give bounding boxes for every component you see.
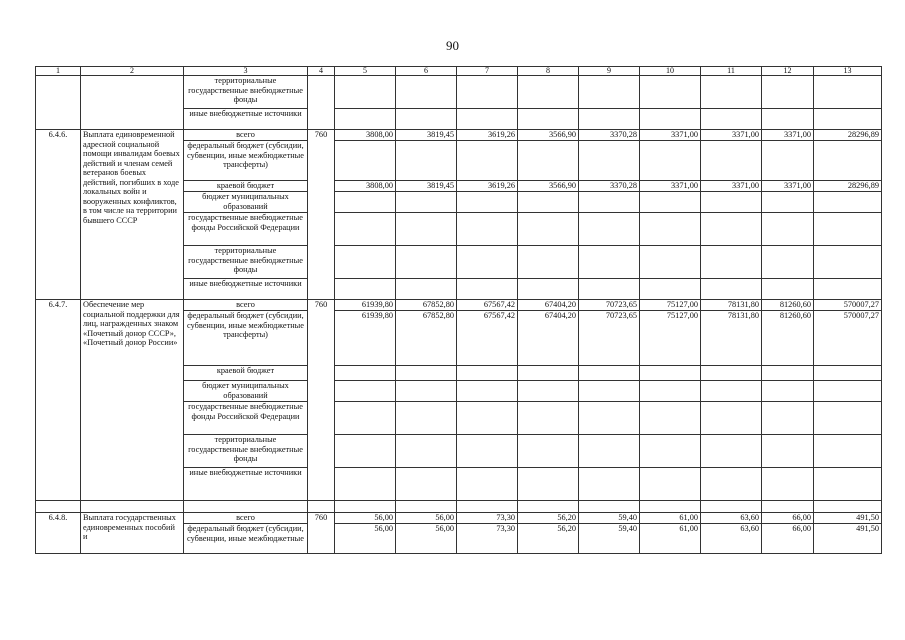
value-cell: [335, 213, 396, 246]
value-cell: [640, 141, 701, 181]
source-cell: территориальные государственные внебюджетные фонды: [184, 246, 308, 279]
value-cell: [396, 141, 457, 181]
value-cell: [814, 402, 882, 435]
value-cell: [640, 213, 701, 246]
value-cell: [640, 192, 701, 213]
spacer-cell: [579, 501, 640, 513]
source-cell: всего: [184, 300, 308, 311]
value-cell: [335, 468, 396, 501]
value-cell: [457, 109, 518, 130]
value-cell: 3371,00: [640, 181, 701, 192]
header-cell-2: 2: [81, 67, 184, 76]
value-cell: [701, 468, 762, 501]
value-cell: [518, 213, 579, 246]
code-cell: 760: [308, 513, 335, 554]
header-cell-11: 11: [701, 67, 762, 76]
value-cell: 3371,00: [640, 130, 701, 141]
value-cell: 3819,45: [396, 181, 457, 192]
value-cell: [762, 381, 814, 402]
code-cell: [308, 76, 335, 130]
spacer-cell: [640, 501, 701, 513]
value-cell: 3371,00: [762, 130, 814, 141]
value-cell: [640, 381, 701, 402]
value-cell: 570007,27: [814, 311, 882, 366]
value-cell: [762, 109, 814, 130]
value-cell: [457, 366, 518, 381]
source-cell: федеральный бюджет (субсидии, субвенции, иные межбюджетные: [184, 524, 308, 554]
source-cell: иные внебюджетные источники: [184, 279, 308, 300]
section-title: Обеспечение мер социальной поддержки для лиц, награжденных знаком «Почетный донор СССР», «Почетный донор России»: [81, 300, 184, 501]
value-cell: [335, 279, 396, 300]
source-cell: территориальные государственные внебюджетные фонды: [184, 76, 308, 109]
value-cell: [335, 76, 396, 109]
value-cell: [701, 109, 762, 130]
value-cell: 61,00: [640, 524, 701, 554]
section-number: 6.4.6.: [36, 130, 81, 300]
value-cell: [701, 279, 762, 300]
value-cell: [579, 141, 640, 181]
header-cell-3: 3: [184, 67, 308, 76]
section-spacer: [36, 501, 882, 513]
value-cell: 570007,27: [814, 300, 882, 311]
row-number-cell: [36, 76, 81, 130]
value-cell: [457, 213, 518, 246]
value-cell: [701, 141, 762, 181]
value-cell: [457, 279, 518, 300]
source-cell: всего: [184, 130, 308, 141]
value-cell: [701, 246, 762, 279]
value-cell: 63,60: [701, 524, 762, 554]
value-cell: [396, 468, 457, 501]
header-cell-8: 8: [518, 67, 579, 76]
value-cell: 75127,00: [640, 300, 701, 311]
value-cell: 61,00: [640, 513, 701, 524]
value-cell: [518, 381, 579, 402]
value-cell: 67852,80: [396, 311, 457, 366]
value-cell: 3619,26: [457, 181, 518, 192]
value-cell: [814, 279, 882, 300]
value-cell: 28296,89: [814, 130, 882, 141]
source-cell: федеральный бюджет (субсидии, субвенции, иные межбюджетные трансферты): [184, 141, 308, 181]
value-cell: [518, 279, 579, 300]
value-cell: 67404,20: [518, 311, 579, 366]
value-cell: [579, 192, 640, 213]
value-cell: [762, 402, 814, 435]
value-cell: [396, 279, 457, 300]
value-cell: 56,00: [396, 513, 457, 524]
value-cell: 3371,00: [701, 181, 762, 192]
value-cell: [518, 402, 579, 435]
value-cell: [457, 192, 518, 213]
value-cell: [579, 366, 640, 381]
value-cell: [814, 246, 882, 279]
source-cell: всего: [184, 513, 308, 524]
value-cell: 3370,28: [579, 181, 640, 192]
value-cell: 3619,26: [457, 130, 518, 141]
spacer-cell: [814, 501, 882, 513]
header-cell-9: 9: [579, 67, 640, 76]
value-cell: [518, 366, 579, 381]
value-cell: 59,40: [579, 513, 640, 524]
value-cell: [701, 402, 762, 435]
section-title: Выплата государственных единовременных пособий и: [81, 513, 184, 554]
value-cell: 56,00: [335, 524, 396, 554]
value-cell: [762, 246, 814, 279]
value-cell: [640, 76, 701, 109]
value-cell: [579, 381, 640, 402]
header-cell-7: 7: [457, 67, 518, 76]
value-cell: [579, 109, 640, 130]
value-cell: [640, 468, 701, 501]
value-cell: 70723,65: [579, 311, 640, 366]
spacer-cell: [762, 501, 814, 513]
value-cell: 491,50: [814, 524, 882, 554]
value-cell: 78131,80: [701, 311, 762, 366]
table-header-row: [36, 67, 882, 76]
header-cell-12: 12: [762, 67, 814, 76]
value-cell: [457, 76, 518, 109]
value-cell: [396, 213, 457, 246]
spacer-cell: [308, 501, 335, 513]
value-cell: [457, 246, 518, 279]
source-cell: иные внебюджетные источники: [184, 468, 308, 501]
value-cell: 56,20: [518, 513, 579, 524]
source-cell: иные внебюджетные источники: [184, 109, 308, 130]
value-cell: [762, 76, 814, 109]
value-cell: 56,20: [518, 524, 579, 554]
value-cell: 81260,60: [762, 300, 814, 311]
header-cell-6: 6: [396, 67, 457, 76]
value-cell: 3566,90: [518, 130, 579, 141]
value-cell: [335, 435, 396, 468]
value-cell: [640, 366, 701, 381]
code-cell: 760: [308, 300, 335, 501]
value-cell: [518, 76, 579, 109]
table-row: [36, 130, 882, 141]
value-cell: [579, 246, 640, 279]
header-cell-1: 1: [36, 67, 81, 76]
value-cell: 56,00: [396, 524, 457, 554]
value-cell: [457, 402, 518, 435]
value-cell: 63,60: [701, 513, 762, 524]
value-cell: [518, 192, 579, 213]
value-cell: [762, 366, 814, 381]
value-cell: [579, 213, 640, 246]
page-number: 90: [446, 38, 459, 53]
value-cell: 3808,00: [335, 130, 396, 141]
header-cell-10: 10: [640, 67, 701, 76]
value-cell: 59,40: [579, 524, 640, 554]
value-cell: [814, 468, 882, 501]
value-cell: [457, 141, 518, 181]
source-cell: территориальные государственные внебюджетные фонды: [184, 435, 308, 468]
value-cell: [579, 279, 640, 300]
value-cell: 491,50: [814, 513, 882, 524]
value-cell: [335, 192, 396, 213]
header-cell-5: 5: [335, 67, 396, 76]
value-cell: [814, 76, 882, 109]
value-cell: [814, 435, 882, 468]
value-cell: [396, 381, 457, 402]
value-cell: [396, 366, 457, 381]
value-cell: [579, 435, 640, 468]
value-cell: [579, 76, 640, 109]
value-cell: [814, 192, 882, 213]
table-row: [36, 300, 882, 311]
value-cell: [762, 279, 814, 300]
value-cell: 67567,42: [457, 311, 518, 366]
value-cell: 73,30: [457, 524, 518, 554]
section-number: 6.4.7.: [36, 300, 81, 501]
source-cell: государственные внебюджетные фонды Российской Федерации: [184, 402, 308, 435]
value-cell: [579, 402, 640, 435]
value-cell: 70723,65: [579, 300, 640, 311]
value-cell: [396, 435, 457, 468]
value-cell: [701, 381, 762, 402]
source-cell: бюджет муниципальных образований: [184, 381, 308, 402]
value-cell: 67567,42: [457, 300, 518, 311]
value-cell: [640, 246, 701, 279]
spacer-cell: [701, 501, 762, 513]
value-cell: [701, 192, 762, 213]
value-cell: 66,00: [762, 513, 814, 524]
value-cell: [457, 381, 518, 402]
spacer-cell: [457, 501, 518, 513]
value-cell: [396, 109, 457, 130]
value-cell: [518, 435, 579, 468]
code-cell: 760: [308, 130, 335, 300]
spacer-cell: [335, 501, 396, 513]
value-cell: [762, 192, 814, 213]
value-cell: [640, 109, 701, 130]
value-cell: [701, 76, 762, 109]
value-cell: 3566,90: [518, 181, 579, 192]
table-row: [36, 513, 882, 524]
value-cell: 61939,80: [335, 300, 396, 311]
value-cell: [518, 141, 579, 181]
spacer-cell: [36, 501, 81, 513]
section-title: Выплата единовременной адресной социальной помощи инвалидам боевых действий и членам семей ветеранов боевых действий, погибших в ходе локальных войн и вооруженных конфликтов, в том числе на территории бывшего СССР: [81, 130, 184, 300]
value-cell: 67852,80: [396, 300, 457, 311]
value-cell: 56,00: [335, 513, 396, 524]
value-cell: [762, 468, 814, 501]
value-cell: 66,00: [762, 524, 814, 554]
value-cell: [762, 213, 814, 246]
value-cell: 28296,89: [814, 181, 882, 192]
value-cell: [640, 435, 701, 468]
value-cell: [701, 213, 762, 246]
value-cell: 3808,00: [335, 181, 396, 192]
value-cell: [814, 366, 882, 381]
value-cell: 3370,28: [579, 130, 640, 141]
section-number: 6.4.8.: [36, 513, 81, 554]
value-cell: 61939,80: [335, 311, 396, 366]
value-cell: [579, 468, 640, 501]
source-cell: государственные внебюджетные фонды Российской Федерации: [184, 213, 308, 246]
value-cell: 73,30: [457, 513, 518, 524]
value-cell: [335, 109, 396, 130]
value-cell: 78131,80: [701, 300, 762, 311]
value-cell: [640, 279, 701, 300]
value-cell: [396, 192, 457, 213]
value-cell: [701, 366, 762, 381]
value-cell: [396, 76, 457, 109]
value-cell: [518, 246, 579, 279]
value-cell: [335, 141, 396, 181]
value-cell: 3371,00: [762, 181, 814, 192]
header-cell-13: 13: [814, 67, 882, 76]
budget-table: [35, 66, 882, 554]
value-cell: [518, 468, 579, 501]
source-cell: федеральный бюджет (субсидии, субвенции, иные межбюджетные трансферты): [184, 311, 308, 366]
spacer-cell: [396, 501, 457, 513]
value-cell: [814, 141, 882, 181]
value-cell: 67404,20: [518, 300, 579, 311]
value-cell: 75127,00: [640, 311, 701, 366]
value-cell: [396, 246, 457, 279]
value-cell: 3819,45: [396, 130, 457, 141]
value-cell: [814, 381, 882, 402]
value-cell: [814, 109, 882, 130]
value-cell: [335, 381, 396, 402]
row-title-cell: [81, 76, 184, 130]
value-cell: [335, 246, 396, 279]
value-cell: [457, 435, 518, 468]
value-cell: 3371,00: [701, 130, 762, 141]
value-cell: [762, 435, 814, 468]
source-cell: краевой бюджет: [184, 366, 308, 381]
value-cell: [335, 366, 396, 381]
header-cell-4: 4: [308, 67, 335, 76]
value-cell: [335, 402, 396, 435]
value-cell: [814, 213, 882, 246]
spacer-cell: [184, 501, 308, 513]
source-cell: краевой бюджет: [184, 181, 308, 192]
spacer-cell: [81, 501, 184, 513]
value-cell: [457, 468, 518, 501]
value-cell: 81260,60: [762, 311, 814, 366]
value-cell: [396, 402, 457, 435]
value-cell: [701, 435, 762, 468]
table-row: [36, 76, 882, 109]
source-cell: бюджет муниципальных образований: [184, 192, 308, 213]
spacer-cell: [518, 501, 579, 513]
value-cell: [762, 141, 814, 181]
value-cell: [640, 402, 701, 435]
value-cell: [518, 109, 579, 130]
